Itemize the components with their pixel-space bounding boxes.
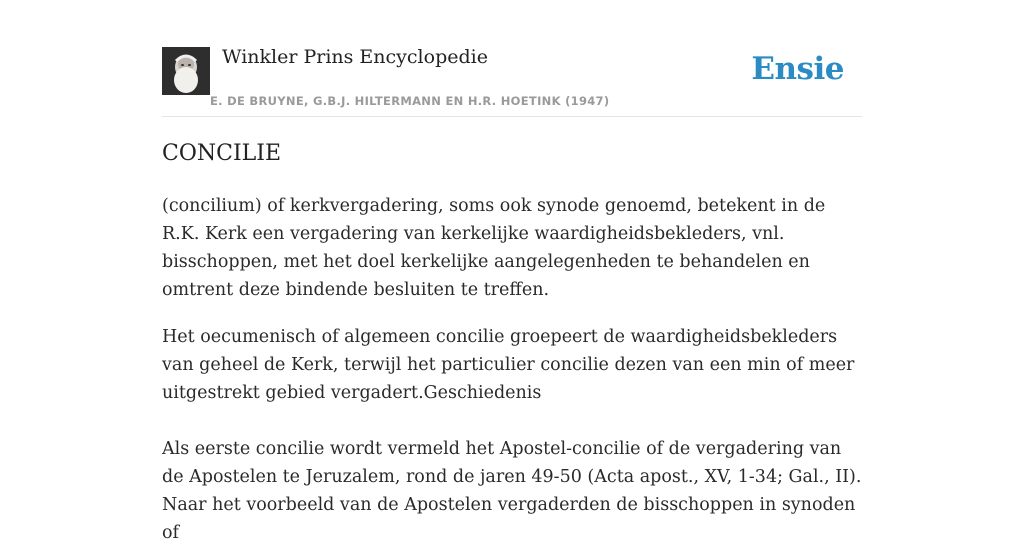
article-paragraph: (concilium) of kerkvergadering, soms ook synode genoemd, betekent in de R.K. Kerk een vergadering van kerkelijke waardigheidsbekleders, vnl. bisschoppen, met het doel kerkelijke aangelegenheden te behandelen en omtrent deze bindende besluiten te treffen. [162, 196, 826, 300]
site-header [162, 0, 862, 117]
authors-line: E. DE BRUYNE, G.B.J. HILTERMANN EN H.R. HOETINK (1947) [210, 94, 610, 108]
page-title: CONCILIE [162, 141, 282, 166]
avatar[interactable] [162, 47, 210, 95]
site-name[interactable]: Winkler Prins Encyclopedie [222, 46, 488, 68]
bearded-man-portrait-icon [162, 47, 210, 95]
brand-logo[interactable]: Ensie [751, 51, 844, 87]
article-paragraph: Als eerste concilie wordt vermeld het Apostel-concilie of de vergadering van de Apostelen te Jeruzalem, rond de jaren 49-50 (Acta apost., XV, 1-34; Gal., II). Naar het voorbeeld van de Apostelen vergaderden de bisschoppen in synoden of [162, 439, 862, 543]
page-container [162, 0, 862, 543]
article-paragraph: Het oecumenisch of algemeen concilie groepeert de waardigheidsbekleders van geheel de Kerk, terwijl het particulier concilie dezen van een min of meer uitgestrekt gebied vergadert.Geschiedenis [162, 327, 855, 403]
